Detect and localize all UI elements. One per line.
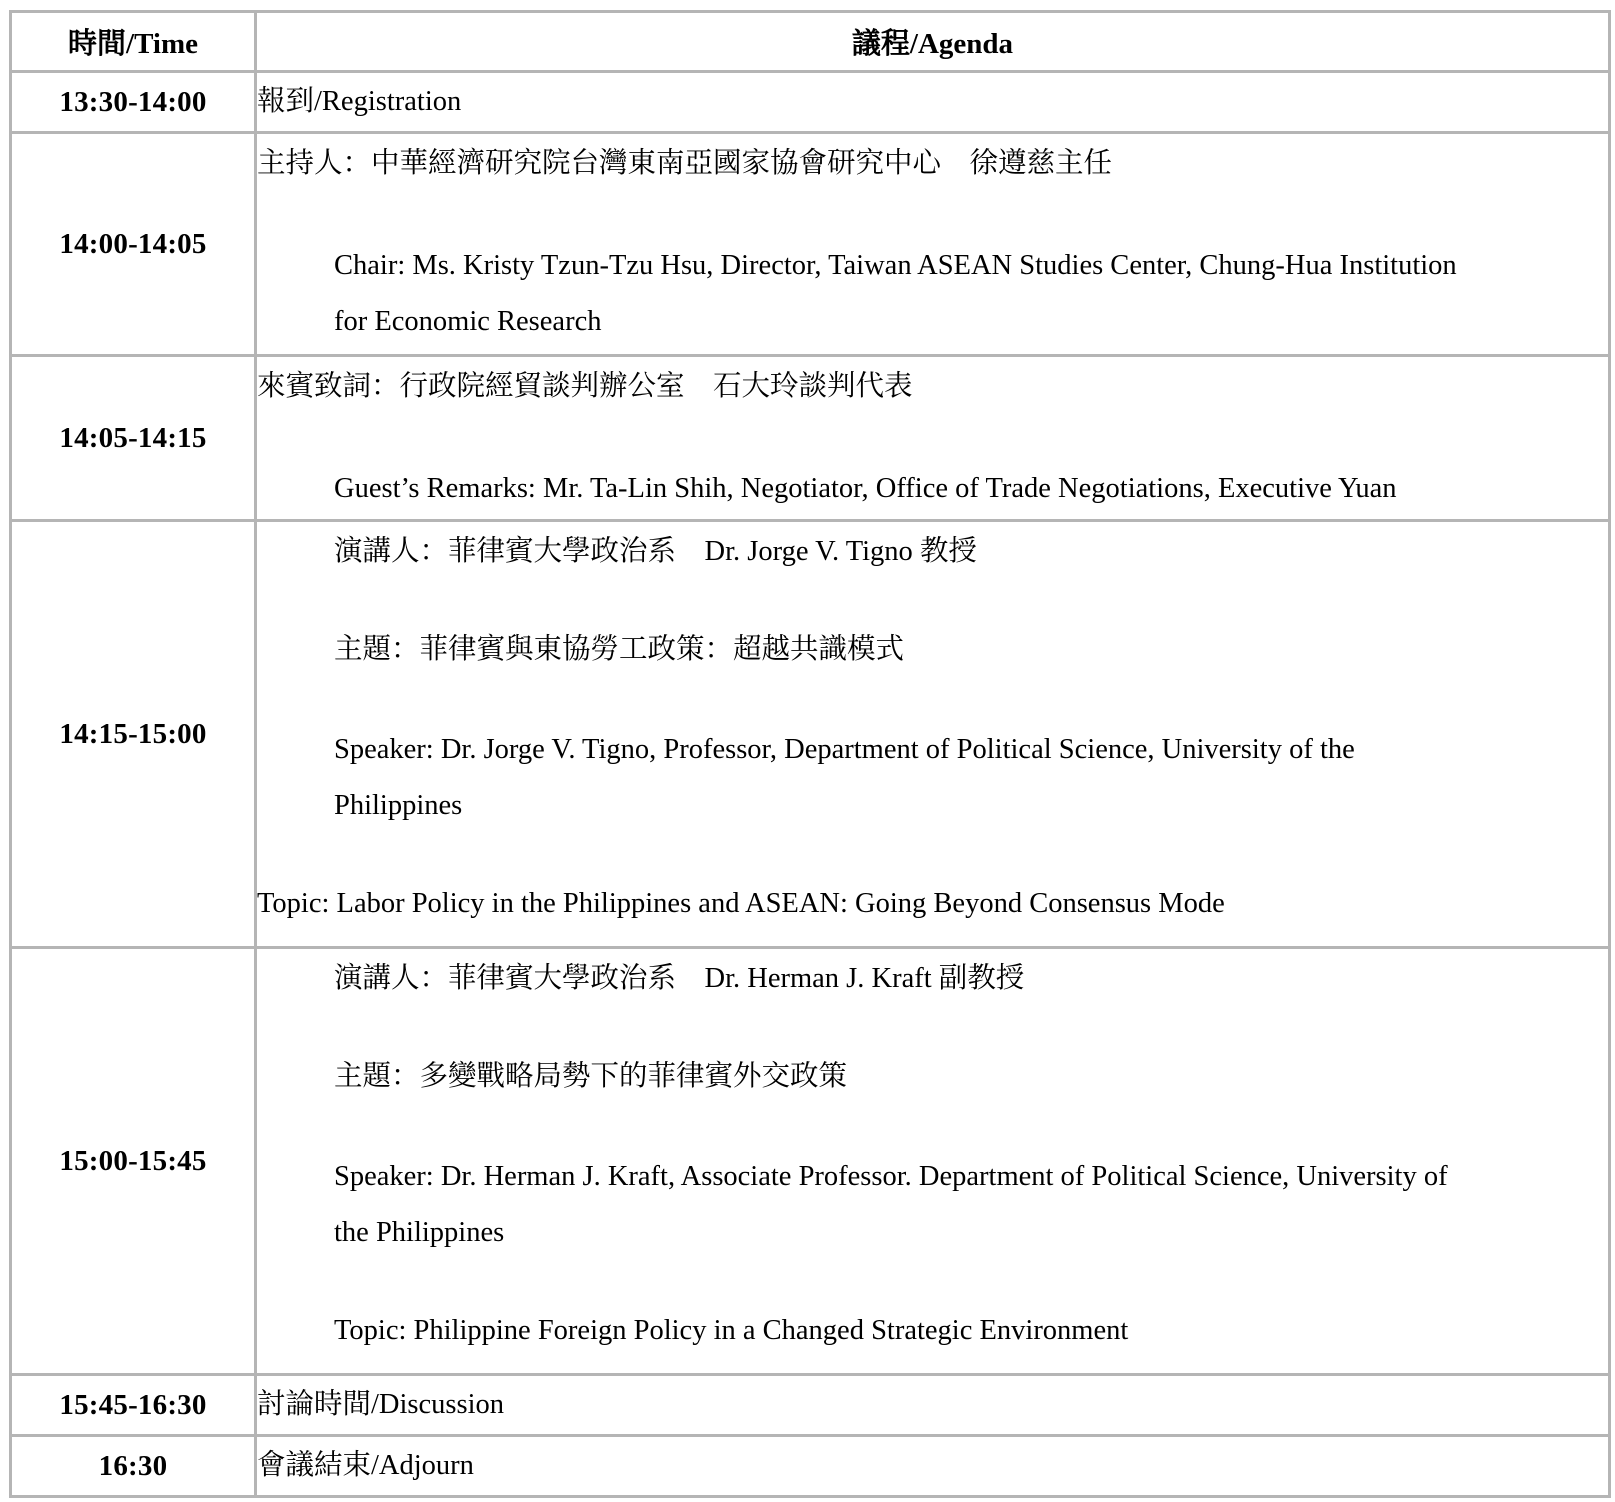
- agenda-cell: [257, 522, 1611, 949]
- agenda-cell: [257, 1437, 1611, 1498]
- time-cell: 13:30-14:00: [12, 73, 257, 134]
- agenda-line: 討論時間/Discussion: [257, 1389, 505, 1420]
- chair-chinese-line: 主持人：中華經濟研究院台灣東南亞國家協會研究中心 徐遵慈主任: [257, 148, 1113, 179]
- topic-english-line: Topic: Philippine Foreign Policy in a Changed Strategic Environment: [334, 1315, 1129, 1346]
- agenda-line: 會議結束/Adjourn: [257, 1450, 474, 1481]
- chair-english-line-continued: for Economic Research: [334, 306, 602, 337]
- table-row: [12, 1376, 1611, 1437]
- table-row: [12, 949, 1611, 1376]
- speaker-english-line-continued: the Philippines: [334, 1217, 505, 1248]
- chair-english-line: Chair: Ms. Kristy Tzun-Tzu Hsu, Director, Taiwan ASEAN Studies Center, Chung-Hua Institution: [334, 250, 1457, 281]
- agenda-cell: [257, 73, 1611, 134]
- time-cell: 14:15-15:00: [12, 522, 257, 949]
- table-row: [12, 1437, 1611, 1498]
- topic-chinese-line: 主題：多變戰略局勢下的菲律賓外交政策: [334, 1061, 848, 1092]
- time-cell: 15:45-16:30: [12, 1376, 257, 1437]
- agenda-cell: [257, 949, 1611, 1376]
- agenda-cell: [257, 357, 1611, 522]
- speaker-english-line-continued: Philippines: [334, 790, 463, 821]
- speaker-chinese-line: 演講人：菲律賓大學政治系 Dr. Herman J. Kraft 副教授: [334, 963, 1025, 994]
- table-row: [12, 73, 1611, 134]
- table-header-row: [12, 13, 1611, 73]
- agenda-line: 報到/Registration: [257, 86, 462, 117]
- speaker-chinese-line: 演講人：菲律賓大學政治系 Dr. Jorge V. Tigno 教授: [334, 536, 977, 567]
- topic-chinese-line: 主題：菲律賓與東協勞工政策：超越共識模式: [334, 634, 905, 665]
- time-column-header: 時間/Time: [12, 13, 257, 73]
- speaker-english-line: Speaker: Dr. Jorge V. Tigno, Professor, Department of Political Science, University of the: [334, 734, 1355, 765]
- speaker-english-line: Speaker: Dr. Herman J. Kraft, Associate Professor. Department of Political Science, University of: [334, 1161, 1448, 1192]
- guest-english-line: Guest’s Remarks: Mr. Ta-Lin Shih, Negotiator, Office of Trade Negotiations, Executive Yuan: [334, 473, 1397, 504]
- time-cell: 16:30: [12, 1437, 257, 1498]
- time-cell: 14:05-14:15: [12, 357, 257, 522]
- table-row: [12, 522, 1611, 949]
- topic-english-line: Topic: Labor Policy in the Philippines and ASEAN: Going Beyond Consensus Mode: [257, 888, 1225, 919]
- time-cell: 15:00-15:45: [12, 949, 257, 1376]
- agenda-table: [9, 10, 1611, 1498]
- agenda-cell: [257, 134, 1611, 357]
- table-row: [12, 134, 1611, 357]
- agenda-cell: [257, 1376, 1611, 1437]
- table-row: [12, 357, 1611, 522]
- guest-chinese-line: 來賓致詞：行政院經貿談判辦公室 石大玲談判代表: [257, 371, 913, 402]
- time-cell: 14:00-14:05: [12, 134, 257, 357]
- agenda-column-header: 議程/Agenda: [257, 13, 1611, 73]
